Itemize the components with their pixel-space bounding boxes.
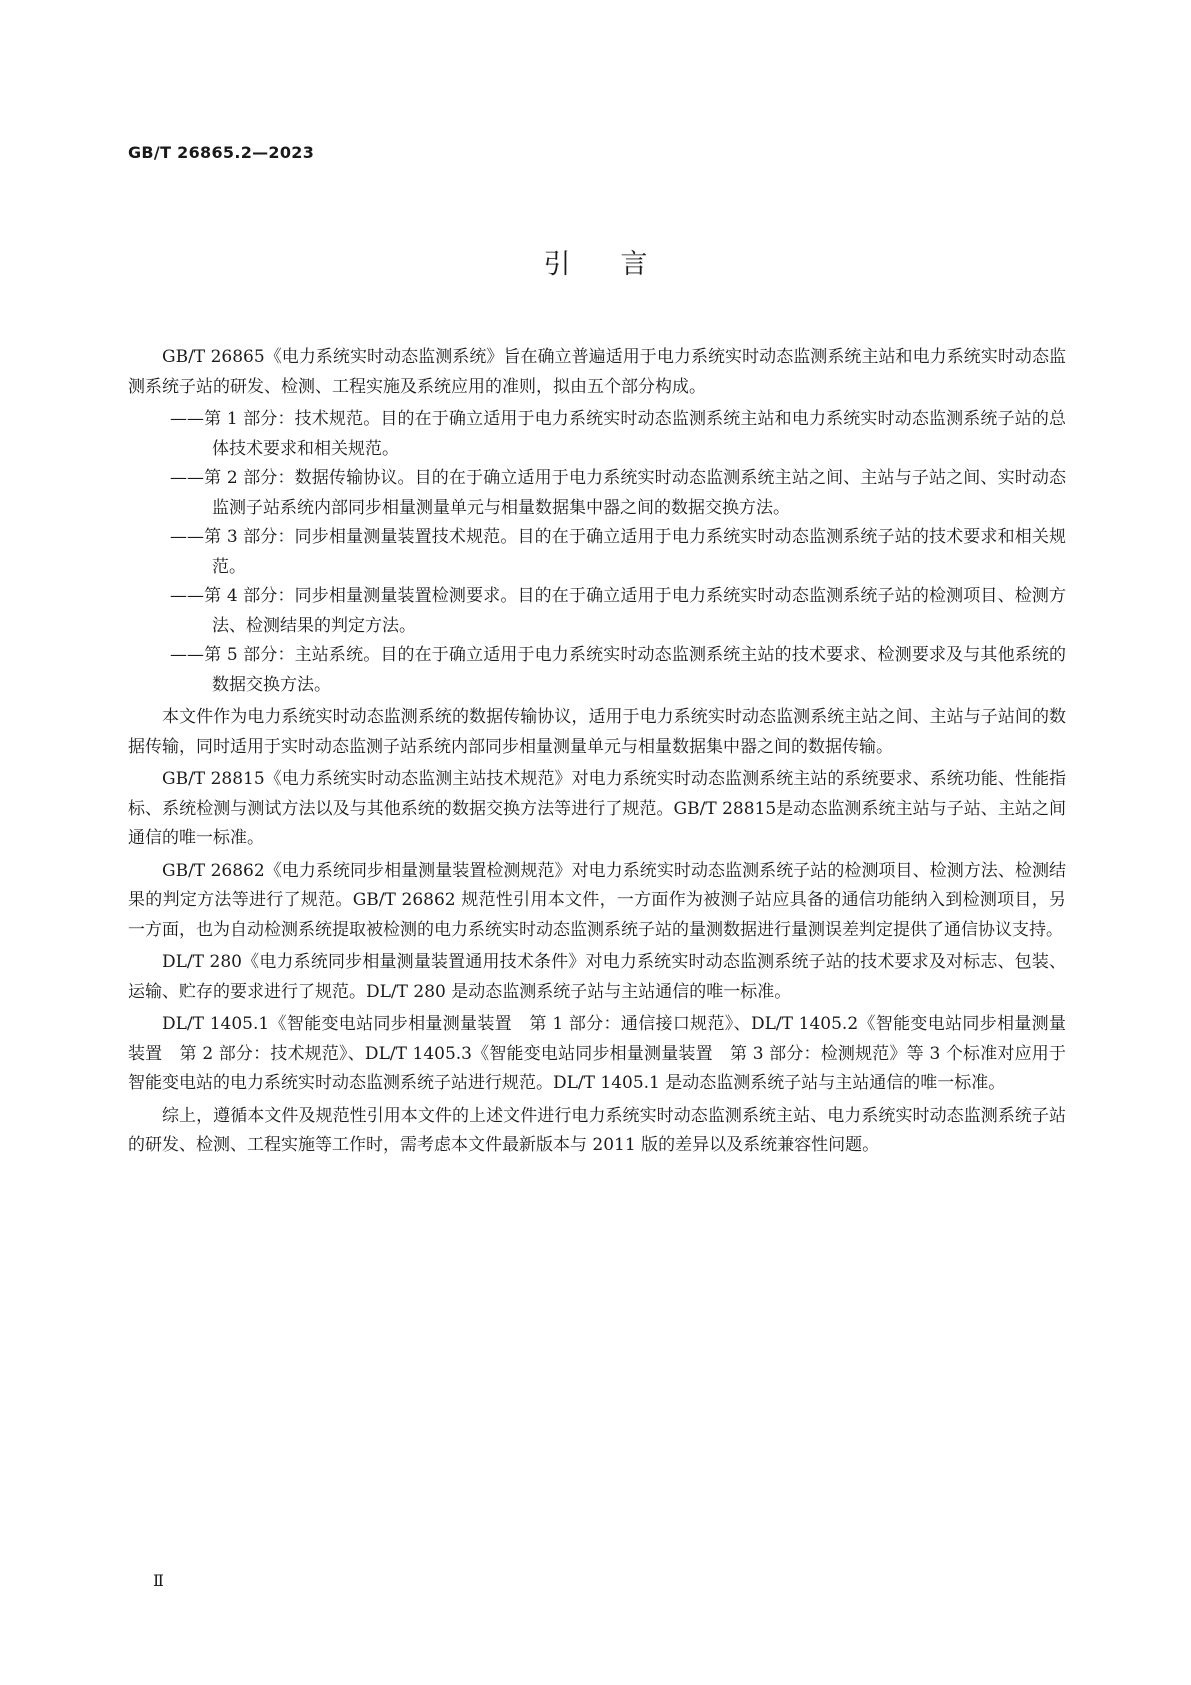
body-text — [128, 343, 1066, 1164]
paragraph-dlt1405: DL/T 1405.1《智能变电站同步相量测量装置 第 1 部分：通信接口规范》、DL/T 1405.2《智能变电站同步相量测量装置 第 2 部分：技术规范》、DL/T 1405.3《智能变电站同步相量测量装置 第 3 部分：检测规范》等 3 个标准对应用于智能变电站的电力系统实时动态监测系统子站进行规范。DL/T 1405.1 是动态监测系统子站与主站通信的唯一标准。 — [128, 1014, 1066, 1093]
page-number: Ⅱ — [153, 1571, 164, 1590]
paragraph-gbt26862: GB/T 26862《电力系统同步相量测量装置检测规范》对电力系统实时动态监测系统子站的检测项目、检测方法、检测结果的判定方法等进行了规范。GB/T 26862 规范性引用本文件，一方面作为被测子站应具备的通信功能纳入到检测项目，另一方面，也为自动检测系统提取被检测的电力系统实时动态监测系统子站的量测数据进行量测误差判定提供了通信协议支持。 — [128, 860, 1066, 940]
list-item-part-4: ——第 4 部分：同步相量测量装置检测要求。目的在于确立适用于电力系统实时动态监测系统子站的检测项目、检测方法、检测结果的判定方法。 — [170, 586, 1066, 636]
list-item-part-1: ——第 1 部分：技术规范。目的在于确立适用于电力系统实时动态监测系统主站和电力系统实时动态监测系统子站的总体技术要求和相关规范。 — [170, 409, 1066, 459]
page-title: 引言 — [543, 249, 698, 280]
intro-paragraph: GB/T 26865《电力系统实时动态监测系统》旨在确立普遍适用于电力系统实时动态监测系统主站和电力系统实时动态监测系统子站的研发、检测、工程实施及系统应用的准则，拟由五个部分构成。 — [128, 347, 1066, 397]
list-item-part-2: ——第 2 部分：数据传输协议。目的在于确立适用于电力系统实时动态监测系统主站之间、主站与子站之间、实时动态监测子站系统内部同步相量测量单元与相量数据集中器之间的数据交换方法。 — [170, 468, 1066, 518]
paragraph-gbt28815: GB/T 28815《电力系统实时动态监测主站技术规范》对电力系统实时动态监测系统主站的系统要求、系统功能、性能指标、系统检测与测试方法以及与其他系统的数据交换方法等进行了规范。GB/T 28815是动态监测系统主站与子站、主站之间通信的唯一标准。 — [128, 769, 1066, 848]
paragraph-scope: 本文件作为电力系统实时动态监测系统的数据传输协议，适用于电力系统实时动态监测系统主站之间、主站与子站间的数据传输，同时适用于实时动态监测子站系统内部同步相量测量单元与相量数据集中器之间的数据传输。 — [128, 707, 1066, 757]
list-item-part-5: ——第 5 部分：主站系统。目的在于确立适用于电力系统实时动态监测系统主站的技术要求、检测要求及与其他系统的数据交换方法。 — [170, 645, 1066, 695]
parts-list — [128, 405, 1066, 700]
list-item-part-3: ——第 3 部分：同步相量测量装置技术规范。目的在于确立适用于电力系统实时动态监测系统子站的技术要求和相关规范。 — [170, 527, 1066, 577]
paragraph-summary: 综上，遵循本文件及规范性引用本文件的上述文件进行电力系统实时动态监测系统主站、电力系统实时动态监测系统子站的研发、检测、工程实施等工作时，需考虑本文件最新版本与 2011 版的差异以及系统兼容性问题。 — [128, 1105, 1066, 1155]
paragraph-dlt280: DL/T 280《电力系统同步相量测量装置通用技术条件》对电力系统实时动态监测系统子站的技术要求及对标志、包装、运输、贮存的要求进行了规范。DL/T 280 是动态监测系统子站与主站通信的唯一标准。 — [128, 952, 1066, 1002]
document-id: GB/T 26865.2—2023 — [128, 143, 315, 162]
